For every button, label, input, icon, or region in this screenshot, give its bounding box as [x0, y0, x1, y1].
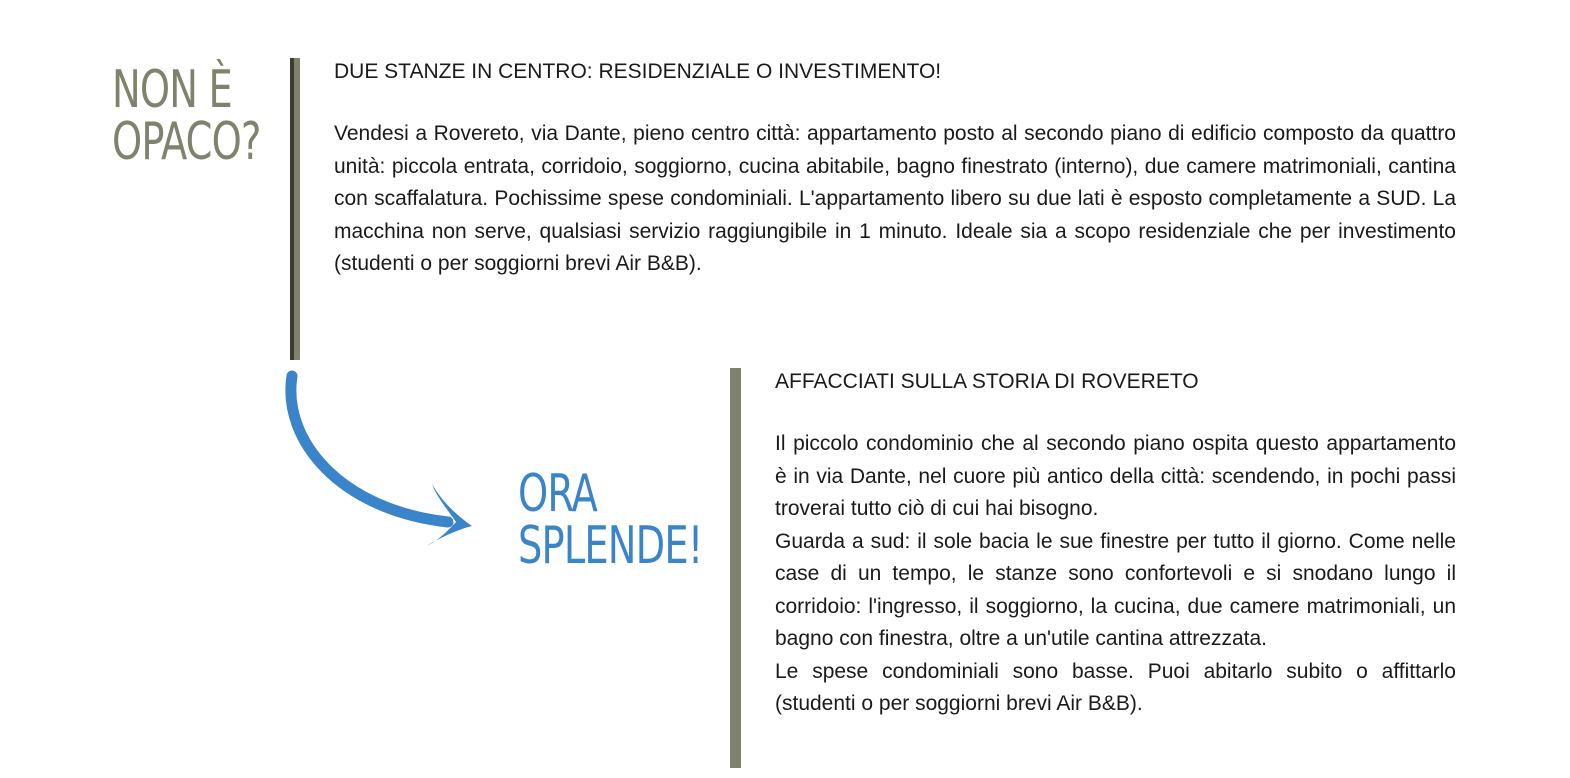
headline-before [112, 60, 261, 172]
divider-bar-after [730, 368, 741, 768]
headline-before-line2: OPACO? [112, 112, 261, 172]
curved-arrow-icon [280, 370, 480, 555]
headline-before-line1: NON È [112, 60, 232, 120]
listing-after-paragraph-3: Le spese condominiali sono basse. Puoi abitarlo subito o affittarlo (studenti o per soggiorni brevi Air B&B). [775, 659, 1456, 715]
listing-before [334, 58, 1456, 281]
listing-before-title: DUE STANZE IN CENTRO: RESIDENZIALE O INVESTIMENTO! [334, 60, 942, 83]
headline-after-line1: ORA [518, 464, 597, 524]
listing-after-paragraph-2: Guarda a sud: il sole bacia le sue finestre per tutto il giorno. Come nelle case di un tempo, le stanze sono confortevoli e si snodano lungo il corridoio: l'ingresso, il soggiorno, la cucina, due camere matrimoniali, un bagno con finestra, oltre a un'utile cantina attrezzata. [775, 529, 1456, 650]
listing-after-paragraph-1: Il piccolo condominio che al secondo piano ospita questo appartamento è in via Dante, nel cuore più antico della città: scendendo, in pochi passi troverai tutto ciò di cui hai bisogno. [775, 432, 1456, 520]
listing-after [775, 368, 1456, 721]
divider-bar-before [290, 58, 300, 360]
headline-after-line2: SPLENDE! [518, 516, 703, 576]
listing-before-body: Vendesi a Rovereto, via Dante, pieno centro città: appartamento posto al secondo piano di edificio composto da quattro unità: piccola entrata, corridoio, soggiorno, cucina abitabile, bagno finestrato (interno), due camere matrimoniali, cantina con scaffalatura. Pochissime spese condominiali. L'appartamento libero su due lati è esposto completamente a SUD. La macchina non serve, qualsiasi servizio raggiungibile in 1 minuto. Ideale sia a scopo residenziale che per investimento (studenti o per soggiorni brevi Air B&B). [334, 122, 1456, 275]
headline-after [518, 464, 703, 576]
listing-after-title: AFFACCIATI SULLA STORIA DI ROVERETO [775, 370, 1199, 393]
